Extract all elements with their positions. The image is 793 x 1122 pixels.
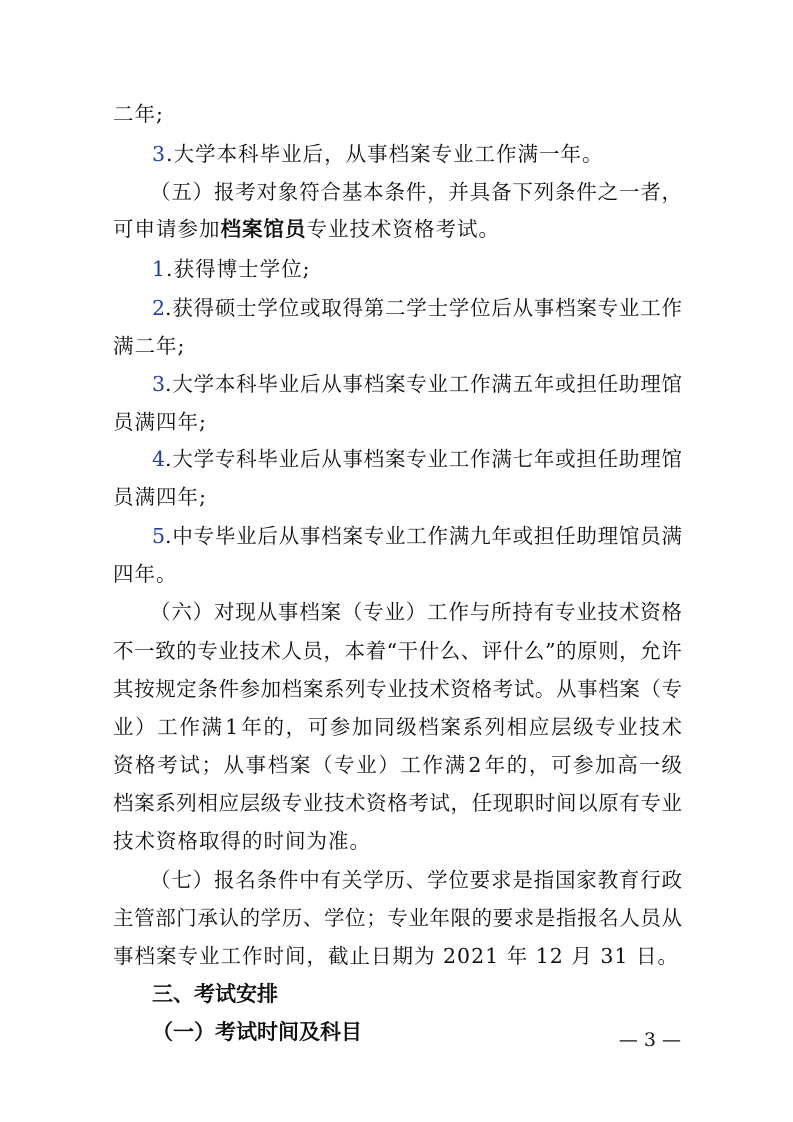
text-line: 主 管 部 门 承 认 的 学 历 、 学 位 ； 专 业 年 限 的 要 求 是 指 报 名 人 员 从 xyxy=(113,906,682,930)
text-line: 3.大学本科毕业后，从事档案专业工作满一年。 xyxy=(152,142,604,166)
text-line: （ 五 ） 报 考 对 象 符 合 基 本 条 件 ， 并 具 备 下 列 条 件 之 一 者 ， xyxy=(150,180,682,204)
text-line-rest: .获得博士学位; xyxy=(166,257,311,281)
text-line-rest: .大学本科毕业后，从事档案专业工作满一年。 xyxy=(166,142,604,166)
text-line: 5 . 中 专 毕 业 后 从 事 档 案 专 业 工 作 满 九 年 或 担 任 助 理 馆 员 满 xyxy=(152,524,682,548)
text-line: 满二年; xyxy=(113,334,186,358)
text-line: 四年。 xyxy=(113,562,178,586)
text-line-rest: . 大 学 本 科 毕 业 后 从 事 档 案 专 业 工 作 满 五 年 或 担 任 助 理 馆 xyxy=(165,372,682,396)
text-line: 事档案专业工作时间，截止日期为 2021 年 12 月 31 日。 xyxy=(113,944,679,968)
text-line-rest: . 获 得 硕 士 学 位 或 取 得 第 二 学 士 学 位 后 从 事 档 案 专 业 工 作 xyxy=(165,296,682,320)
text-line: 档 案 系 列 相 应 层 级 专 业 技 术 资 格 考 试 ， 任 现 职 时 间 以 原 有 专 业 xyxy=(113,791,682,815)
apply-prefix: 可申请参加 xyxy=(113,217,221,241)
apply-suffix: 专业技术资格考试。 xyxy=(306,217,500,241)
text-line: 业 ） 工 作 满 1 年 的 ， 可 参 加 同 级 档 案 系 列 相 应 层 级 专 业 技 术 xyxy=(113,715,682,739)
text-line: 二年; xyxy=(113,102,164,126)
text-line: 3 . 大 学 本 科 毕 业 后 从 事 档 案 专 业 工 作 满 五 年 或 担 任 助 理 馆 xyxy=(152,372,682,396)
bold-term: 档案馆员 xyxy=(220,217,307,241)
text-line: 2 . 获 得 硕 士 学 位 或 取 得 第 二 学 士 学 位 后 从 事 档 案 专 业 工 作 xyxy=(152,296,682,320)
text-line: 员满四年; xyxy=(113,410,207,434)
text-line: 4 . 大 学 专 科 毕 业 后 从 事 档 案 专 业 工 作 满 七 年 或 担 任 助 理 馆 xyxy=(152,447,682,471)
text-line xyxy=(113,215,500,243)
text-line: （ 七 ） 报 名 条 件 中 有 关 学 历 、 学 位 要 求 是 指 国 家 教 育 行 政 xyxy=(150,868,682,892)
text-line: 不 一 致 的 专 业 技 术 人 员 ， 本 着 “ 干 什 么 、 评 什 么 ” 的 原 则 ， 允 许 xyxy=(113,639,682,663)
page-number: — 3 — xyxy=(618,1029,681,1051)
text-line-rest: . 中 专 毕 业 后 从 事 档 案 专 业 工 作 满 九 年 或 担 任 助 理 馆 员 满 xyxy=(165,524,682,548)
text-line: （ 六 ） 对 现 从 事 档 案 （ 专 业 ） 工 作 与 所 持 有 专 业 技 术 资 格 xyxy=(150,600,682,624)
section-heading: 三、考试安排 xyxy=(152,982,278,1006)
text-line: 其 按 规 定 条 件 参 加 档 案 系 列 专 业 技 术 资 格 考 试 。 从 事 档 案 （ 专 xyxy=(113,677,682,701)
text-line: 资 格 考 试 ； 从 事 档 案 （ 专 业 ） 工 作 满 2 年 的 ， 可 参 加 高 一 级 xyxy=(113,753,682,777)
sub-heading: （一）考试时间及科目 xyxy=(152,1020,362,1044)
text-line: 1.获得博士学位; xyxy=(152,257,311,281)
text-line: 员满四年; xyxy=(113,485,207,509)
text-line: 技术资格取得的时间为准。 xyxy=(113,829,371,853)
text-line-rest: . 大 学 专 科 毕 业 后 从 事 档 案 专 业 工 作 满 七 年 或 担 任 助 理 馆 xyxy=(165,447,682,471)
